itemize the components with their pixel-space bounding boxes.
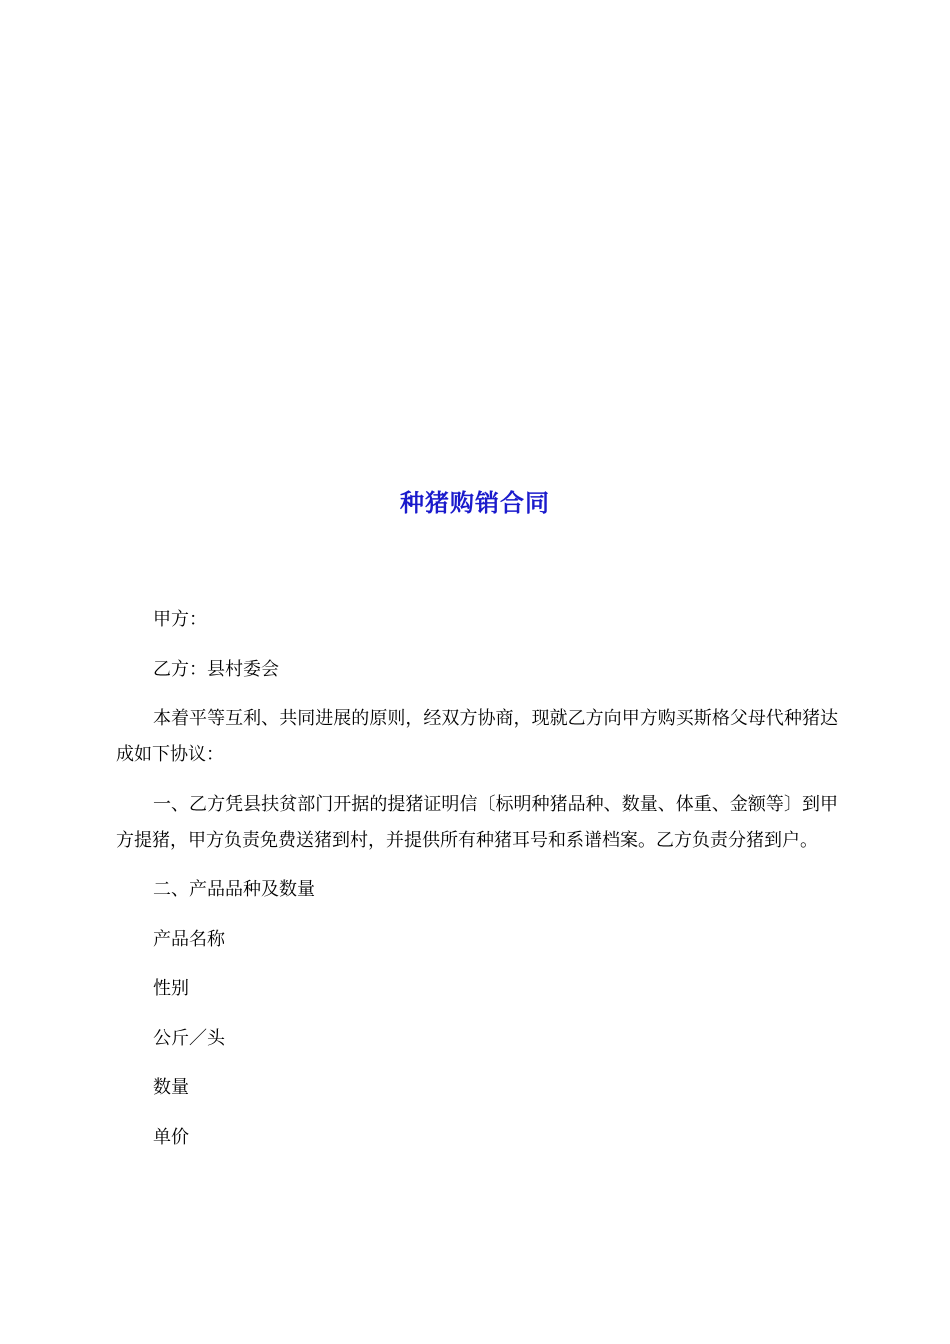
field-quantity: 数量 <box>153 1077 189 1098</box>
field-product-name: 产品名称 <box>153 928 225 950</box>
document-body <box>116 602 838 1169</box>
field-weight-per-head: 公斤／头 <box>153 1027 225 1049</box>
party-b-line: 乙方：县村委会 <box>153 658 279 680</box>
clause-1-paragraph: 一、乙方凭县扶贫部门开据的提猪证明信〔标明种猪品种、数量、体重、金额等〕到甲方提猪，甲方负责免费送猪到村，并提供所有种猪耳号和系谱档案。乙方负责分猪到户。 <box>116 793 838 851</box>
clause-2-heading: 二、产品品种及数量 <box>153 879 315 900</box>
party-a-line: 甲方： <box>153 609 207 630</box>
preamble-paragraph: 本着平等互利、共同进展的原则，经双方协商，现就乙方向甲方购买斯格父母代种猪达成如下协议： <box>116 708 838 765</box>
document-title: 种猪购销合同 <box>400 489 550 517</box>
field-gender: 性别 <box>153 978 189 999</box>
field-unit-price: 单价 <box>153 1126 189 1148</box>
